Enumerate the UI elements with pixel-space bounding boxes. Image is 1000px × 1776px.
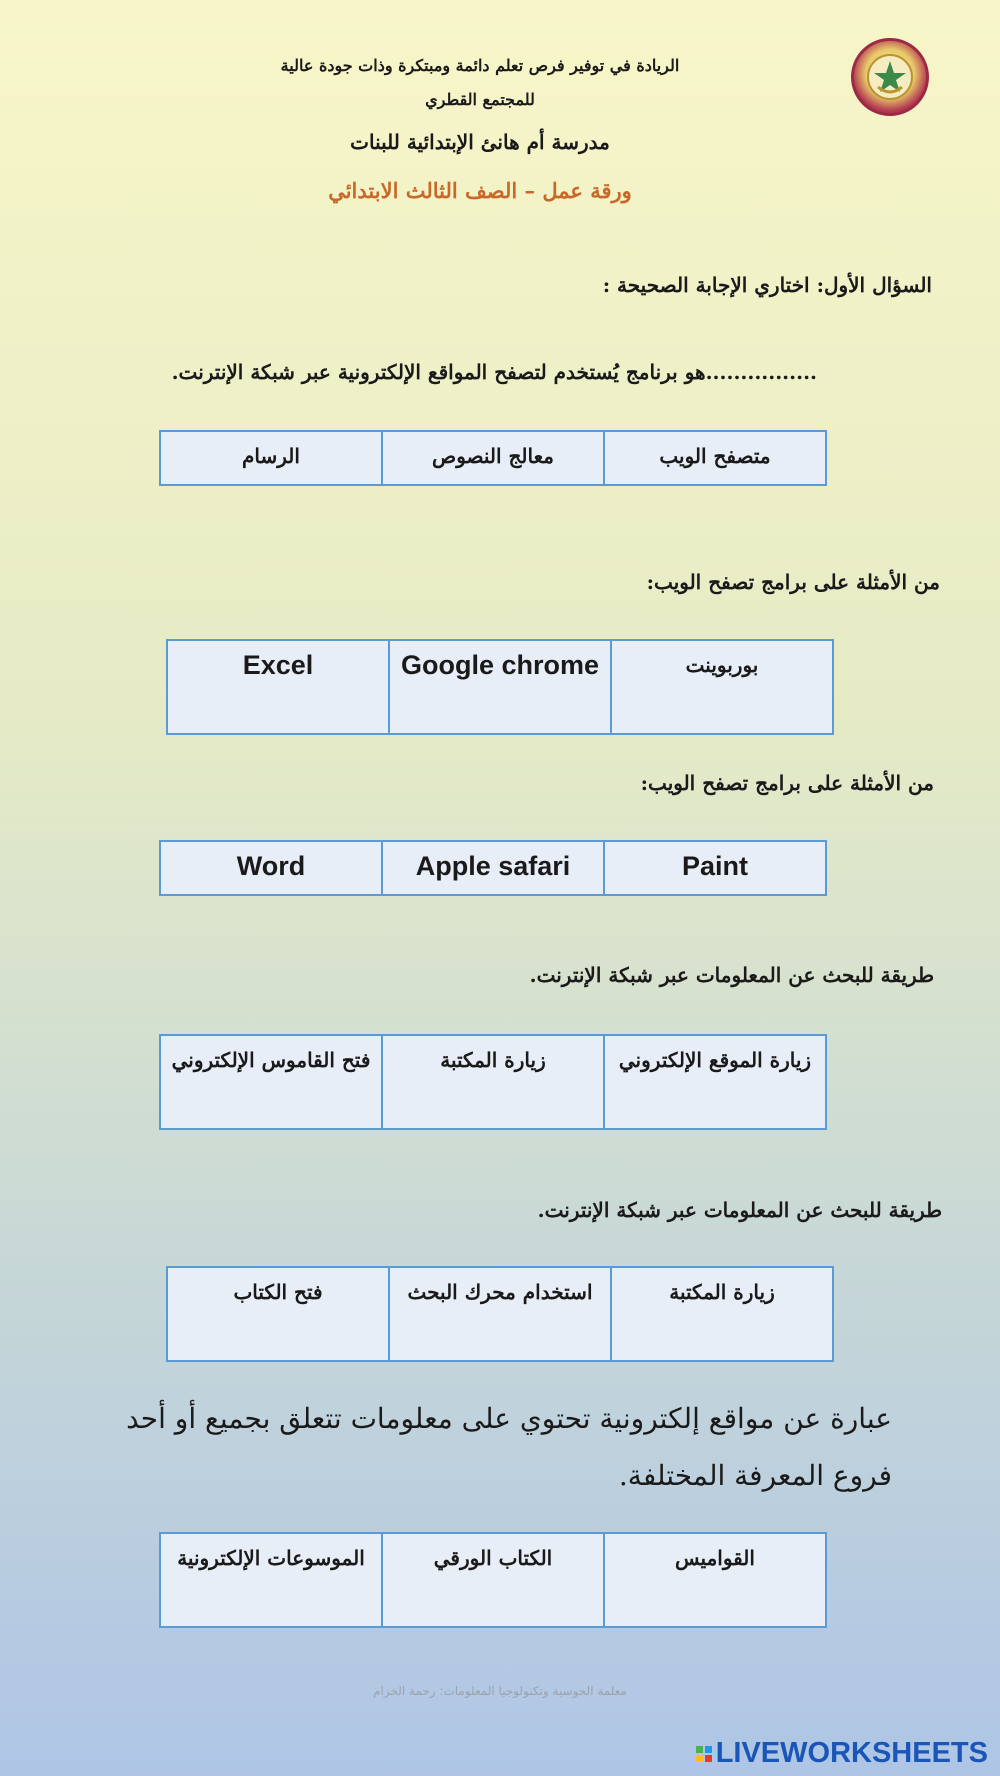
option[interactable]: معالج النصوص xyxy=(382,431,604,485)
option[interactable]: فتح القاموس الإلكتروني xyxy=(160,1035,382,1129)
question-4: طريقة للبحث عن المعلومات عبر شبكة الإنترنت. xyxy=(529,963,934,987)
question-4-options xyxy=(159,1034,827,1130)
option[interactable]: متصفح الويب xyxy=(604,431,826,485)
option[interactable]: الكتاب الورقي xyxy=(382,1533,604,1627)
school-name: مدرسة أم هانئ الإبتدائية للبنات xyxy=(350,130,610,154)
question-5: طريقة للبحث عن المعلومات عبر شبكة الإنترنت. xyxy=(537,1198,942,1222)
liveworksheets-wordmark: LIVEWORKSHEETS xyxy=(715,1737,988,1769)
option[interactable]: الرسام xyxy=(160,431,382,485)
ministry-emblem-icon xyxy=(851,38,929,116)
option[interactable]: Google chrome xyxy=(389,640,611,734)
option[interactable]: القواميس xyxy=(604,1533,826,1627)
motto-line-2: للمجتمع القطري xyxy=(425,90,535,109)
liveworksheets-icon xyxy=(696,1746,712,1762)
option[interactable]: Apple safari xyxy=(382,841,604,895)
question-3: من الأمثلة على برامج تصفح الويب: xyxy=(640,771,934,795)
question-1: ................هو برنامج يُستخدم لتصفح المواقع الإلكترونية عبر شبكة الإنترنت. xyxy=(171,360,817,384)
option[interactable]: زيارة الموقع الإلكتروني xyxy=(604,1035,826,1129)
option[interactable]: Paint xyxy=(604,841,826,895)
motto-line-1: الريادة في توفير فرص تعلم دائمة ومبتكرة وذات جودة عالية xyxy=(280,56,680,75)
question-1-options xyxy=(159,430,827,486)
question-5-options xyxy=(166,1266,834,1362)
teacher-credit: معلمة الحوسبة وتكنولوجيا المعلومات: رحمة الخزام xyxy=(373,1684,627,1698)
option[interactable]: Word xyxy=(160,841,382,895)
question-2: من الأمثلة على برامج تصفح الويب: xyxy=(646,570,940,594)
liveworksheets-logo[interactable] xyxy=(696,1737,988,1770)
option[interactable]: بوربوينت xyxy=(611,640,833,734)
option[interactable]: فتح الكتاب xyxy=(167,1267,389,1361)
option[interactable]: Excel xyxy=(167,640,389,734)
option[interactable]: الموسوعات الإلكترونية xyxy=(160,1533,382,1627)
worksheet-title: ورقة عمل – الصف الثالث الابتدائي xyxy=(328,178,632,203)
option[interactable]: استخدام محرك البحث xyxy=(389,1267,611,1361)
option[interactable]: زيارة المكتبة xyxy=(611,1267,833,1361)
option[interactable]: زيارة المكتبة xyxy=(382,1035,604,1129)
question-3-options xyxy=(159,840,827,896)
section-title: السؤال الأول: اختاري الإجابة الصحيحة : xyxy=(602,273,932,297)
question-6: عبارة عن مواقع إلكترونية تحتوي على معلومات تتعلق بجميع أو أحد فروع المعرفة المختلفة. xyxy=(126,1402,892,1492)
question-2-options xyxy=(166,639,834,735)
question-6-options xyxy=(159,1532,827,1628)
